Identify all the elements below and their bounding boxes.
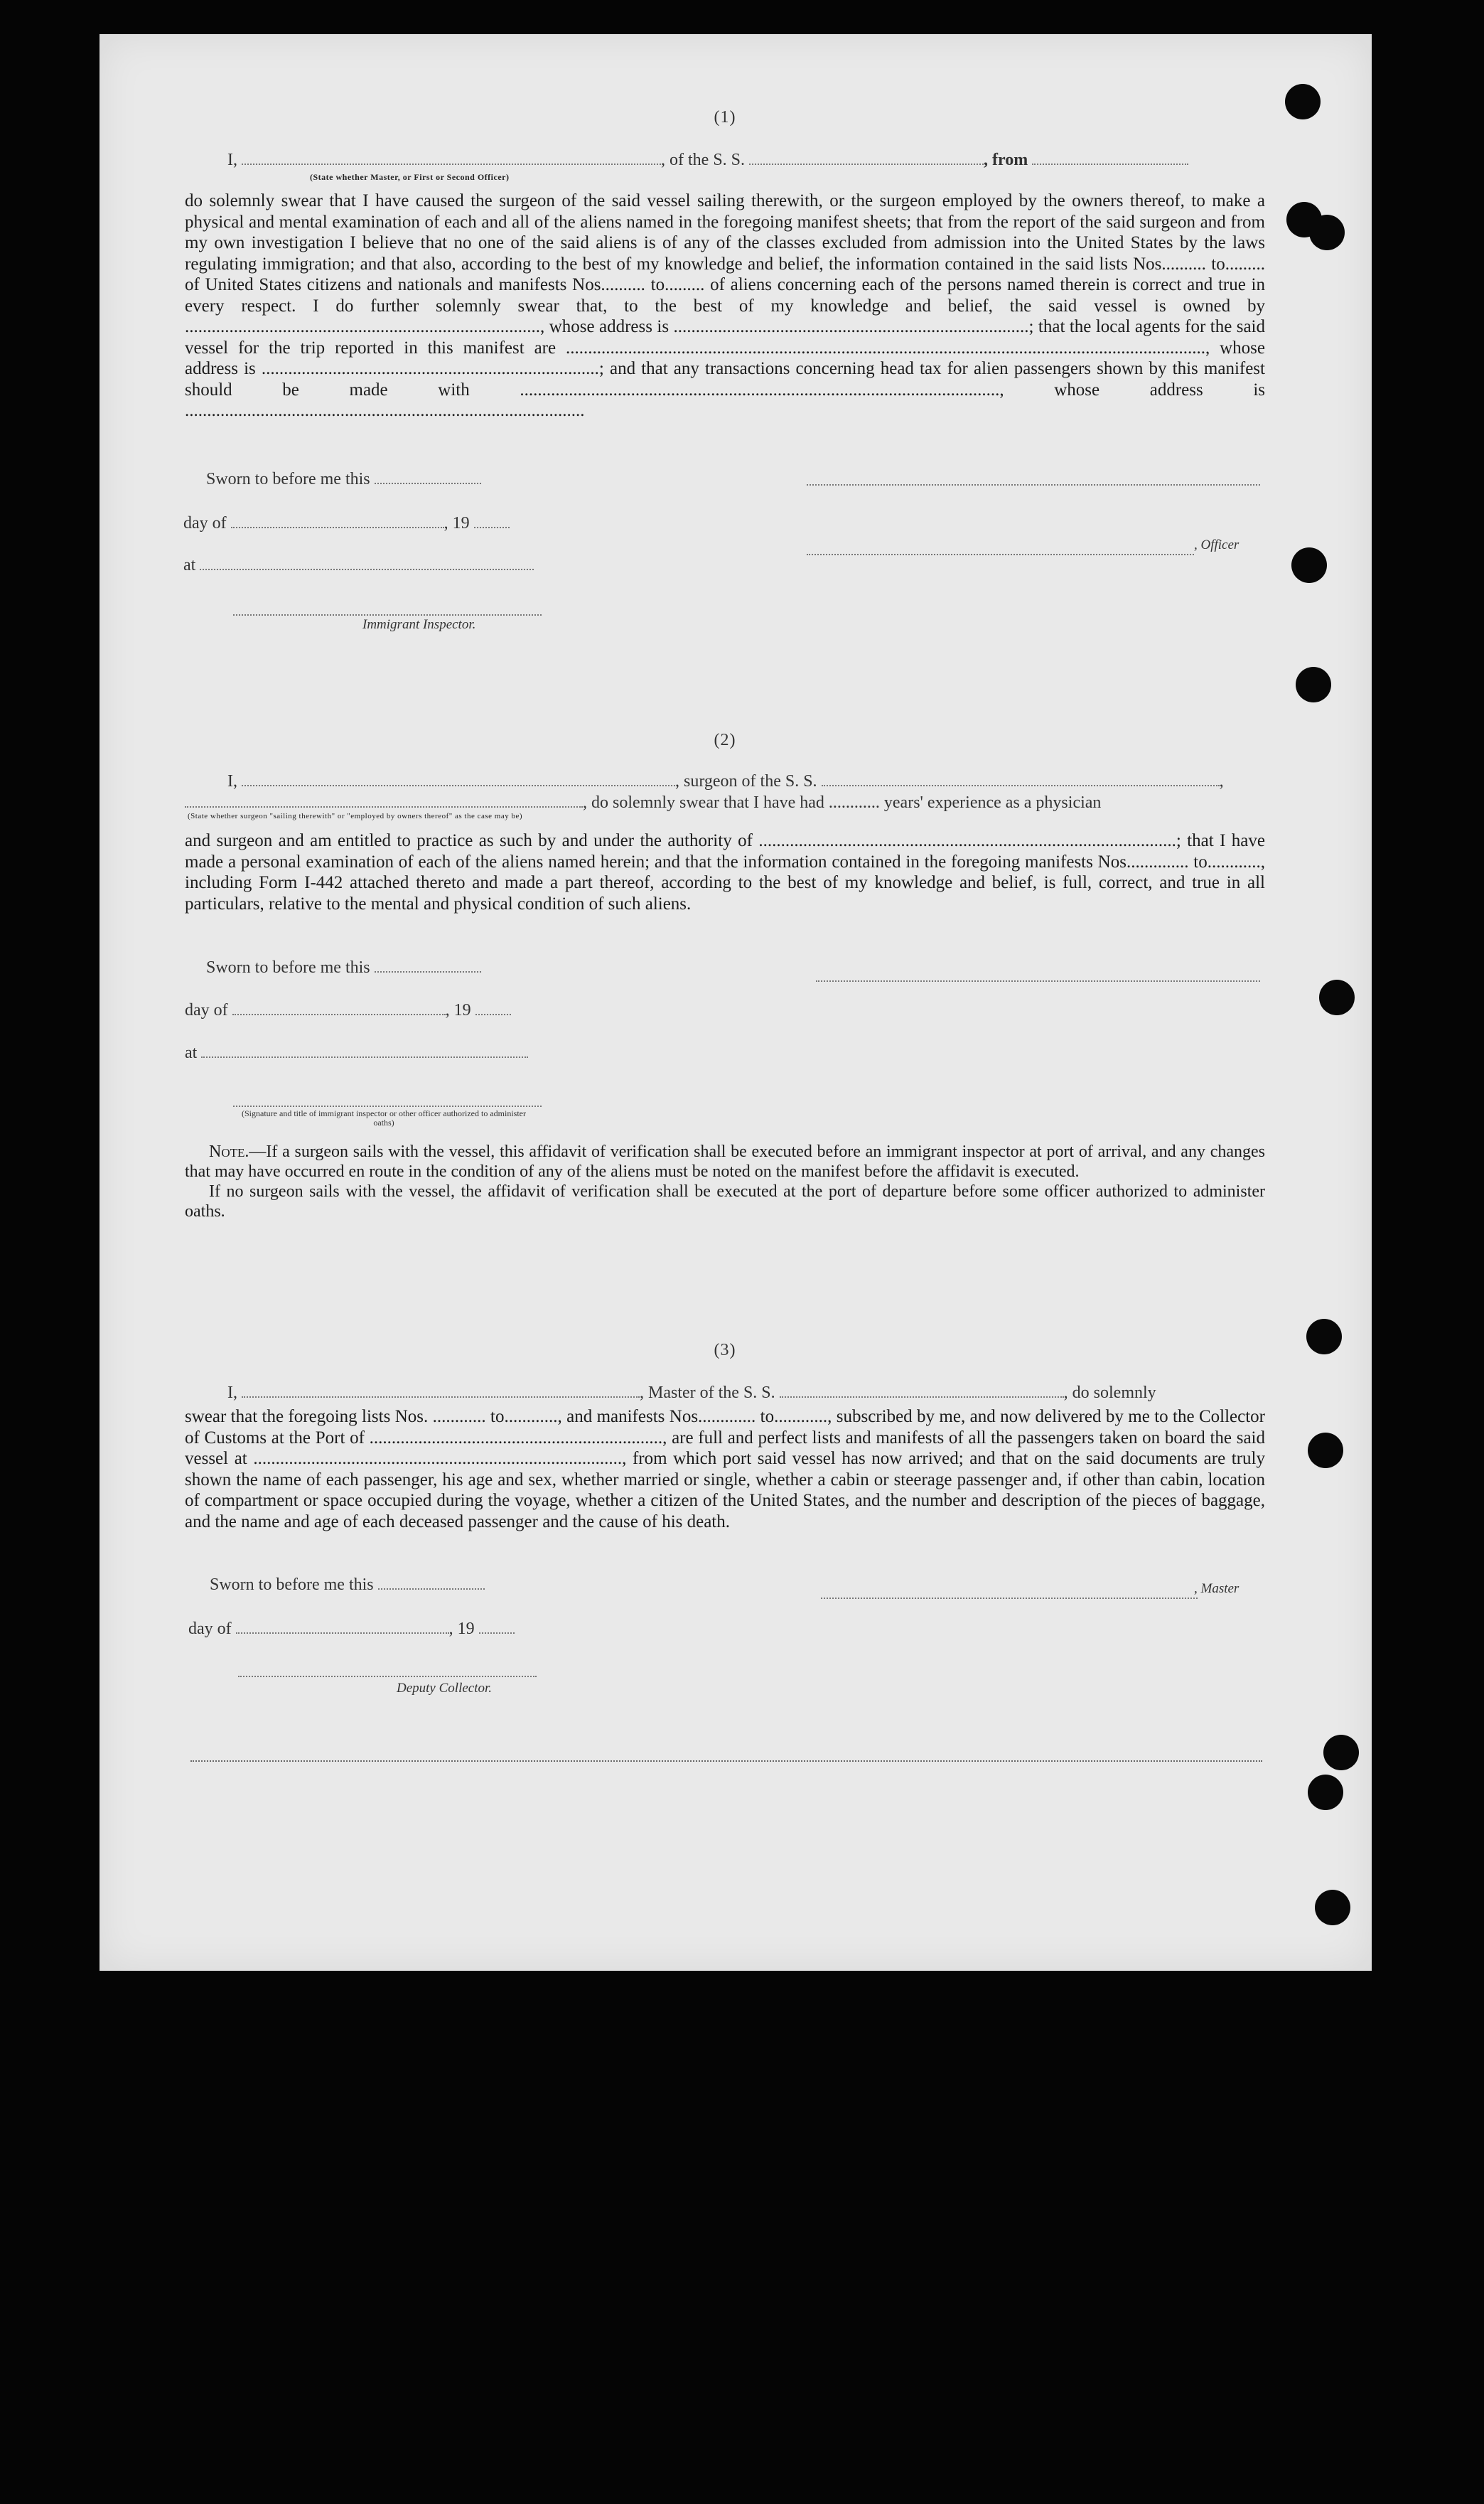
punch-hole xyxy=(1319,980,1355,1015)
officer-signature-line-1[interactable] xyxy=(807,483,1260,486)
master-signature-line[interactable] xyxy=(821,1597,1198,1599)
year-blank[interactable] xyxy=(475,1001,511,1015)
punch-hole xyxy=(1308,1775,1343,1810)
day-blank[interactable] xyxy=(236,1620,449,1634)
section-2-note xyxy=(185,1142,1265,1221)
surgeon-name-blank[interactable] xyxy=(242,772,675,786)
punch-hole xyxy=(1285,84,1321,119)
section-3 xyxy=(185,1341,1265,1360)
section-1 xyxy=(185,108,1265,127)
place-blank[interactable] xyxy=(201,1044,528,1058)
punch-hole xyxy=(1306,1319,1342,1354)
vessel-name-blank[interactable] xyxy=(749,151,984,165)
section-2 xyxy=(185,731,1265,750)
section-3-sworn: Sworn to before me this xyxy=(210,1575,485,1595)
section-2-lead-line: I, , surgeon of the S. S. , xyxy=(227,772,1224,791)
punch-hole xyxy=(1323,1735,1359,1770)
surgeon-vessel-blank[interactable] xyxy=(822,772,1220,786)
section-3-paragraph: swear that the foregoing lists Nos. ............ to............, and manifests Nos............. to............, subscribed by me, and now delivered by me to the Collector of Customs at the Port of .................................................................., are full and perfect lists and manifests of all the passengers taken on board the said vessel at ..................................................................................., from which port said vessel has now arrived; and that on the said documents are truly shown the name of each passenger, his age and sex, whether married or single, whether a cabin or steerage passenger and, if other than cabin, location of compartment or space occupied during the voyage, whether a citizen of the United States, and the number and description of the pieces of baggage, and the name and age of each deceased passenger and the cause of his death. xyxy=(185,1407,1265,1531)
surgeon-signature-line[interactable] xyxy=(816,980,1260,982)
note-2: If no surgeon sails with the vessel, the affidavit of verification shall be executed at the port of departure before some officer authorized to administer oaths. xyxy=(185,1182,1265,1221)
sworn-date-blank[interactable] xyxy=(375,470,481,484)
master-label: , Master xyxy=(1194,1581,1240,1596)
section-2-caption: (State whether surgeon "sailing therewith" or "employed by owners thereof" as the case may be) xyxy=(188,812,523,820)
sworn-date-blank[interactable] xyxy=(378,1575,485,1590)
master-vessel-blank[interactable] xyxy=(780,1384,1064,1398)
year-blank[interactable] xyxy=(474,514,510,528)
section-1-caption: (State whether Master, or First or Second Officer) xyxy=(310,172,510,182)
section-2-paragraph: and surgeon and am entitled to practice as such by and under the authority of ..............................................................................................; that I have made a personal examination of each of the aliens named herein; and that the information contained in the foregoing manifests Nos.............. to............, including Form I-442 attached thereto and made a part thereof, according to the best of my knowledge and belief, is full, correct, and true in all particulars, relative to the mental and physical condition of such aliens. xyxy=(185,831,1265,914)
document-page xyxy=(100,34,1372,1971)
section-number: (3) xyxy=(714,1341,736,1359)
section-2-day: day of , 19 xyxy=(185,1001,511,1020)
master-name-blank[interactable] xyxy=(242,1384,640,1398)
section-1-sworn: Sworn to before me this xyxy=(206,470,481,489)
sworn-date-blank[interactable] xyxy=(375,958,481,973)
section-2-lead-line-2: , do solemnly swear that I have had ............ years' experience as a physician xyxy=(185,793,1101,813)
punch-hole xyxy=(1315,1890,1350,1925)
section-3-day: day of , 19 xyxy=(188,1620,515,1639)
punch-hole xyxy=(1309,215,1345,250)
punch-hole xyxy=(1308,1433,1343,1468)
collector-label: Deputy Collector. xyxy=(397,1681,493,1696)
punch-hole xyxy=(1296,667,1331,702)
section-2-sworn: Sworn to before me this xyxy=(206,958,481,978)
year-blank[interactable] xyxy=(479,1620,515,1634)
rank-blank[interactable] xyxy=(242,151,661,165)
section-1-lead-line: I, , of the S. S. , from xyxy=(227,151,1188,170)
day-blank[interactable] xyxy=(231,514,444,528)
collector-signature-line[interactable] xyxy=(238,1675,537,1677)
section-3-body xyxy=(185,1406,1265,1532)
section-1-paragraph: do solemnly swear that I have caused the surgeon of the said vessel sailing therewith, or the surgeon employed by the owners thereof, to make a physical and mental examination of each and all of the aliens named in the foregoing manifest sheets; that from the report of the said surgeon and from my own investigation I believe that no one of the said aliens is of any of the classes excluded from admission into the United States by the laws regulating immigration; and that also, according to the best of my knowledge and belief, the information contained in the said lists Nos.......... to......... of United States citizens and nationals and manifests Nos.......... to......... of aliens concerning each of the persons named therein is correct and true in every respect. I do further solemnly swear that, to the best of my knowledge and belief, the said vessel is owned by ................................................................................, whose address is ................................................................................; that the local agents for the said vessel for the trip reported in this manifest are ................................................................................................................................................, whose address is ............................................................................; and that any transactions concerning head tax for alien passengers shown by this manifest should be made with ............................................................................................................, whose address is .......................................................................................... xyxy=(185,191,1265,420)
section-2-sig-caption: (Signature and title of immigrant inspector or other officer authorized to administer oaths) xyxy=(242,1108,526,1128)
note-1: Note.—If a surgeon sails with the vessel, this affidavit of verification shall be executed before an immigrant inspector at port of arrival, and any changes that may have occurred en route in the condition of any of the aliens must be noted on the manifest before the affidavit is executed. xyxy=(185,1143,1265,1181)
section-1-at: at xyxy=(183,556,534,575)
section-number: (1) xyxy=(714,108,736,127)
punch-hole xyxy=(1291,547,1327,583)
section-1-day: day of , 19 xyxy=(183,514,510,533)
inspector-signature-line[interactable] xyxy=(233,614,542,616)
surgeon-status-blank[interactable] xyxy=(185,793,583,808)
place-blank[interactable] xyxy=(200,556,534,570)
officer-signature-line[interactable] xyxy=(233,1105,542,1107)
section-1-body xyxy=(185,191,1265,422)
section-number: (2) xyxy=(714,731,736,749)
officer-label: , Officer xyxy=(1194,537,1240,552)
bottom-rule xyxy=(190,1760,1262,1762)
section-2-at: at xyxy=(185,1044,528,1063)
day-blank[interactable] xyxy=(232,1001,446,1015)
section-2-body xyxy=(185,830,1265,914)
inspector-label: Immigrant Inspector. xyxy=(362,617,476,632)
section-3-lead-line: I, , Master of the S. S. , do solemnly xyxy=(227,1384,1156,1402)
from-port-blank[interactable] xyxy=(1032,151,1188,165)
officer-signature-line-2[interactable] xyxy=(807,553,1194,555)
